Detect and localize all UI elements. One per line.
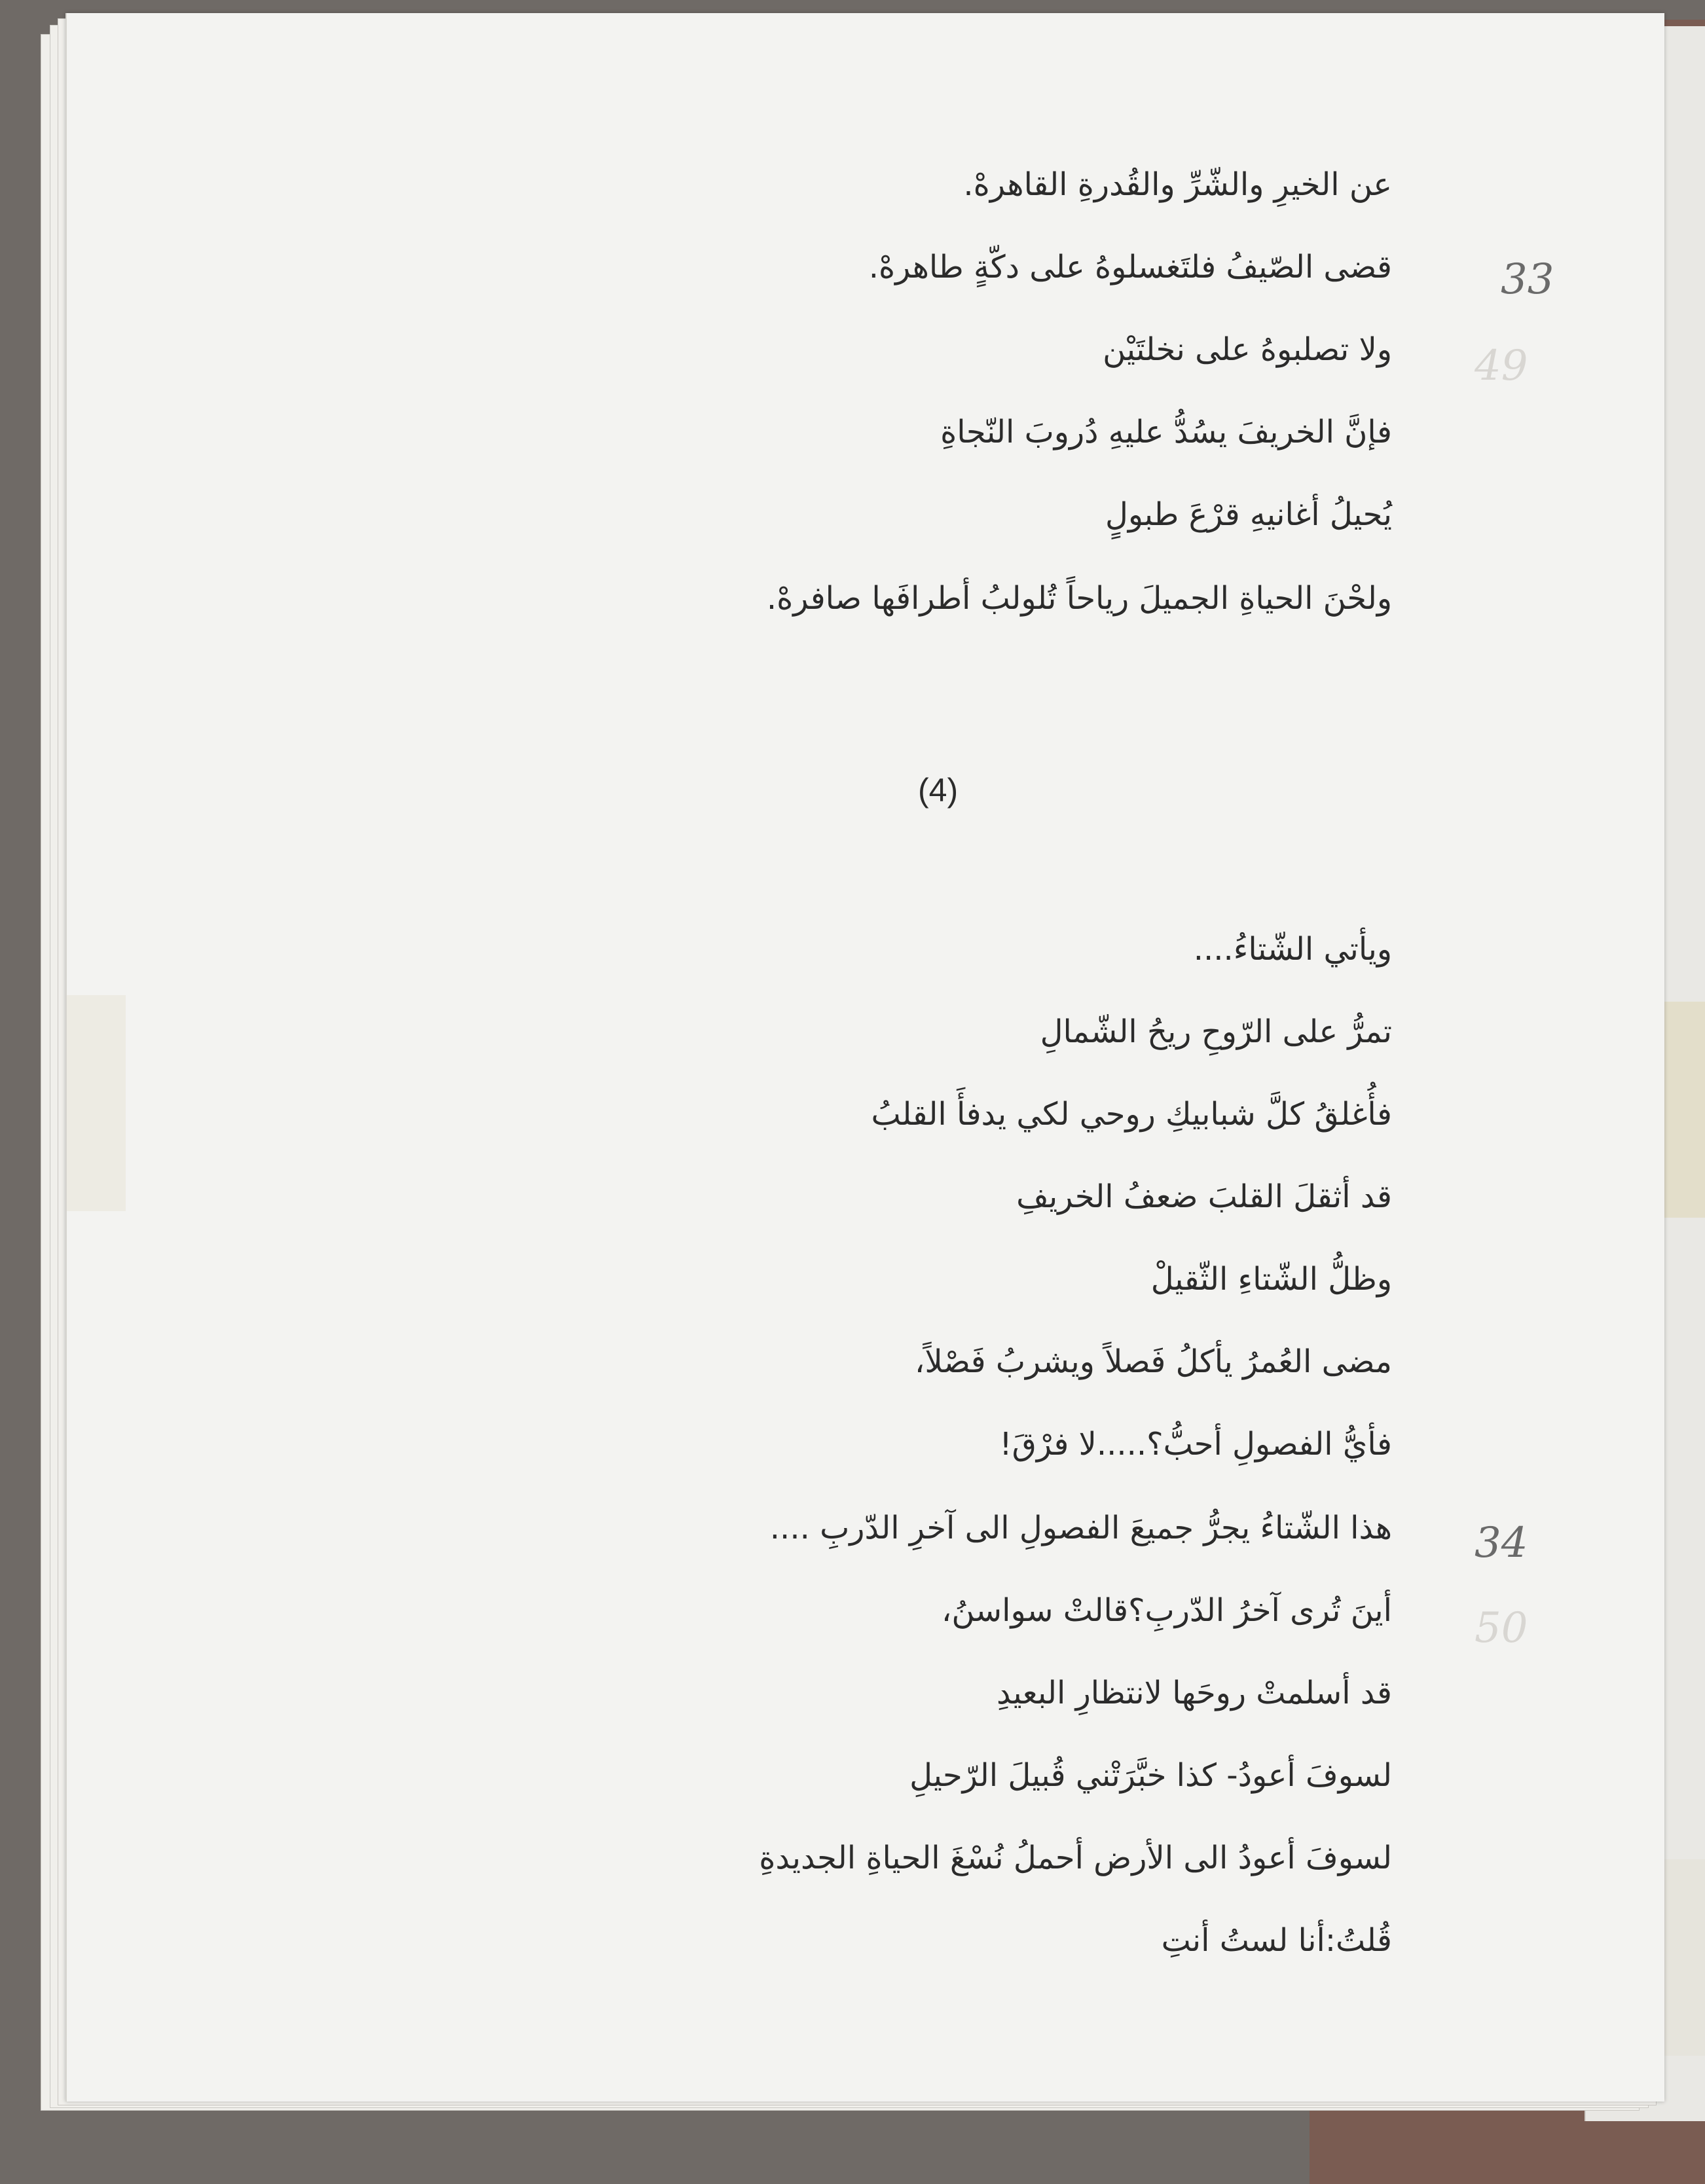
poem-line: قد أسلمتْ روحَها لانتظارِ البعيدِ: [997, 1675, 1392, 1711]
poem-line: وظلُّ الشّتاءِ الثّقيلْ: [1150, 1261, 1392, 1298]
poem-line: أينَ تُرى آخرُ الدّربِ؟قالتْ سواسنُ،: [941, 1592, 1392, 1629]
poem-line: فأُغلقُ كلَّ شبابيكِ روحي لكي يدفأَ القلبُ: [871, 1096, 1392, 1133]
poem-line: قُلتُ:أنا لستُ أنتِ: [1161, 1922, 1392, 1959]
section-number: (4): [918, 772, 959, 809]
poem-line: عن الخيرِ والشّرِّ والقُدرةِ القاهرهْ.: [963, 166, 1392, 203]
document-page: [65, 13, 1664, 2102]
poem-line: لسوفَ أعودُ- كذا خبَّرَتْني قُبيلَ الرّحيلِ: [909, 1757, 1392, 1794]
margin-page-number: 33: [1501, 255, 1554, 304]
poem-line: قضى الصّيفُ فلتَغسلوهُ على دكّةٍ طاهرهْ.: [868, 249, 1392, 285]
poem-line: يُحيلُ أغانيهِ قرْعَ طبولٍ: [1105, 496, 1392, 533]
margin-page-number: 34: [1475, 1519, 1528, 1567]
margin-page-number-faint: 50: [1475, 1604, 1528, 1652]
poem-line: فأيُّ الفصولِ أحبُّ؟.....لا فرْقَ!: [999, 1426, 1392, 1463]
margin-page-number-faint: 49: [1475, 342, 1528, 390]
poem-line: فإنَّ الخريفَ يسُدُّ عليهِ دُروبَ النّجاةِ: [940, 414, 1392, 450]
poem-line: تمرُّ على الرّوحِ ريحُ الشّمالِ: [1040, 1013, 1392, 1050]
poem-line: ولحْنَ الحياةِ الجميلَ رياحاً تُلولبُ أطرافَها صافرهْ.: [766, 580, 1392, 617]
poem-line: ولا تصلبوهُ على نخلتَيْن: [1103, 331, 1392, 368]
poem-line: ويأتي الشّتاءُ....: [1193, 931, 1392, 968]
poem-line: مضى العُمرُ يأكلُ فَصلاً ويشربُ فَصْلاً،: [914, 1343, 1392, 1380]
poem-line: قد أثقلَ القلبَ ضعفُ الخريفِ: [1016, 1178, 1392, 1215]
poem-line: هذا الشّتاءُ يجرُّ جميعَ الفصولِ الى آخرِ الدّربِ ....: [769, 1510, 1392, 1546]
poem-line: لسوفَ أعودُ الى الأرض أحملُ نُسْغَ الحياةِ الجديدةِ: [759, 1840, 1392, 1876]
tape-mark-left: [67, 995, 126, 1211]
